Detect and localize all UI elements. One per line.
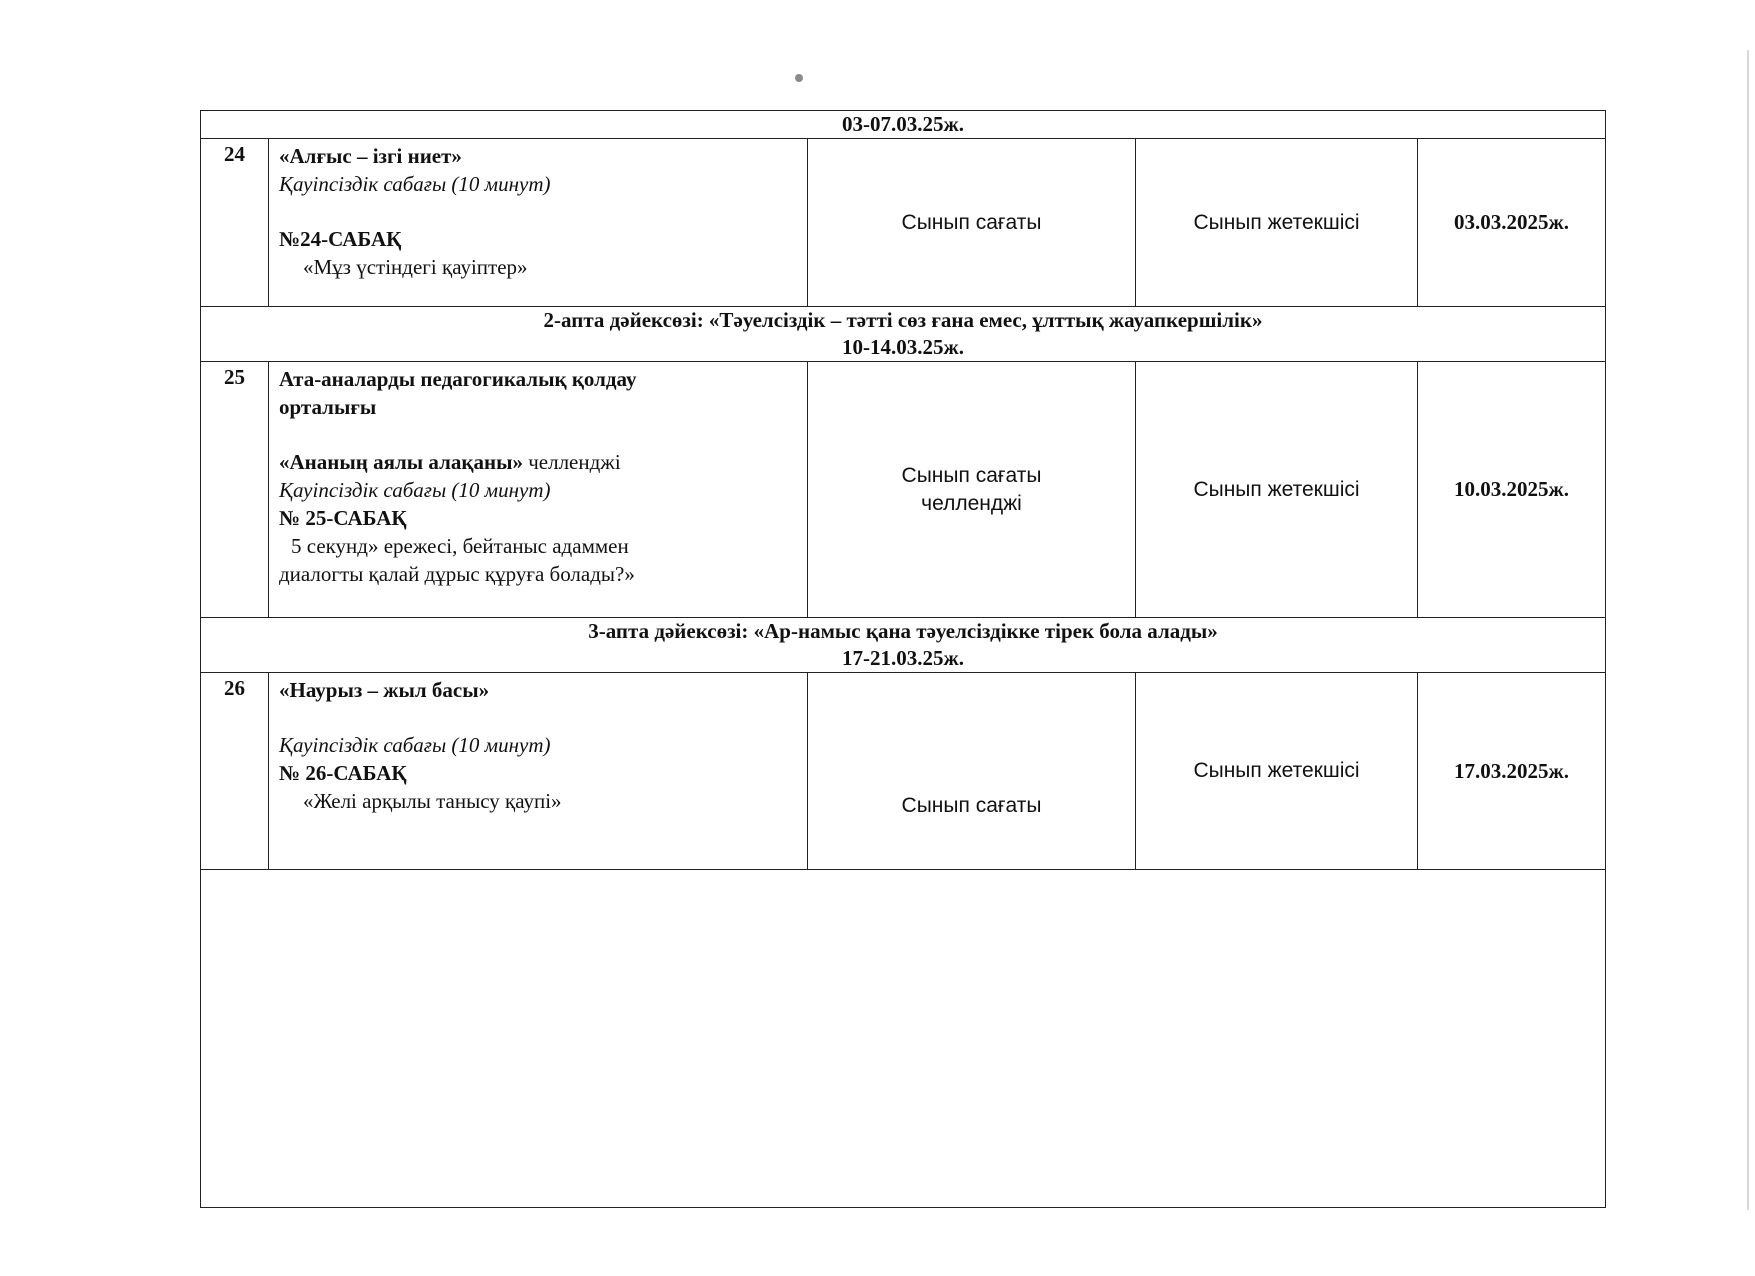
lesson-topic-line-1: 5 секунд» ережесі, бейтаныс адаммен <box>291 534 629 558</box>
lesson-number: 26 <box>201 673 269 870</box>
lesson-number-label: №24-САБАҚ <box>279 227 402 251</box>
lesson-row-26 <box>201 673 1606 870</box>
support-center-title-line-1: Ата-аналарды педагогикалық қолдау <box>279 367 637 391</box>
week-1-dates: 03-07.03.25ж. <box>842 112 964 136</box>
week-3-band <box>201 618 1606 673</box>
week-2-band <box>201 307 1606 362</box>
lesson-topic: «Мұз үстіндегі қауіптер» <box>303 255 528 279</box>
week-3-quote: 3-апта дәйексөзі: «Ар-намыс қана тәуелсіздікке тірек бола алады» <box>588 619 1218 643</box>
scan-edge-shadow <box>1747 50 1749 1210</box>
empty-area <box>201 870 1606 1208</box>
week-3-dates: 17-21.03.25ж. <box>842 646 964 670</box>
lesson-number: 24 <box>201 139 269 307</box>
event-form <box>808 362 1136 618</box>
scan-speck <box>795 74 803 82</box>
responsible-person: Сынып жетекшісі <box>1136 362 1418 618</box>
lesson-topic-line-2: диалогты қалай дұрыс құруға болады?» <box>279 562 635 586</box>
safety-lesson-label: Қауіпсіздік сабағы (10 минут) <box>279 478 551 502</box>
event-form-line-2: челленджі <box>921 491 1022 515</box>
lesson-content <box>269 673 808 870</box>
event-date: 10.03.2025ж. <box>1418 362 1606 618</box>
lesson-number: 25 <box>201 362 269 618</box>
responsible-person: Сынып жетекшісі <box>1136 139 1418 307</box>
event-date: 17.03.2025ж. <box>1418 673 1606 870</box>
week-1-header-row <box>201 111 1606 139</box>
week-3-header-row <box>201 618 1606 673</box>
event-form <box>808 139 1136 307</box>
lesson-topic: «Желі арқылы танысу қаупі» <box>303 789 562 813</box>
event-form <box>808 673 1136 870</box>
event-form-line-1: Сынып сағаты <box>901 463 1042 487</box>
lesson-row-25 <box>201 362 1606 618</box>
safety-lesson-label: Қауіпсіздік сабағы (10 минут) <box>279 733 551 757</box>
safety-lesson-label: Қауіпсіздік сабағы (10 минут) <box>279 172 551 196</box>
week-2-dates: 10-14.03.25ж. <box>842 335 964 359</box>
responsible-person: Сынып жетекшісі <box>1136 673 1418 870</box>
lesson-number-label: № 26-САБАҚ <box>279 761 407 785</box>
lesson-plan-table <box>200 110 1606 1208</box>
week-2-header-row <box>201 307 1606 362</box>
lesson-content <box>269 362 808 618</box>
empty-area-row <box>201 870 1606 1208</box>
event-date: 03.03.2025ж. <box>1418 139 1606 307</box>
event-form-text: Сынып сағаты <box>901 210 1042 234</box>
support-center-title-line-2: орталығы <box>279 395 377 419</box>
lesson-row-24 <box>201 139 1606 307</box>
week-2-quote: 2-апта дәйексөзі: «Тәуелсіздік – тәтті сөз ғана емес, ұлттық жауапкершілік» <box>543 308 1263 332</box>
lesson-content <box>269 139 808 307</box>
challenge-suffix: челленджі <box>522 450 621 474</box>
challenge-title: «Ананың аялы алақаны» <box>279 450 523 474</box>
week-1-band <box>201 111 1606 139</box>
event-title: «Наурыз – жыл басы» <box>279 678 490 702</box>
challenge-line <box>279 448 797 476</box>
event-form-text: Сынып сағаты <box>901 794 1042 817</box>
event-title: «Алғыс – ізгі ниет» <box>279 144 462 168</box>
lesson-number-label: № 25-САБАҚ <box>279 506 407 530</box>
